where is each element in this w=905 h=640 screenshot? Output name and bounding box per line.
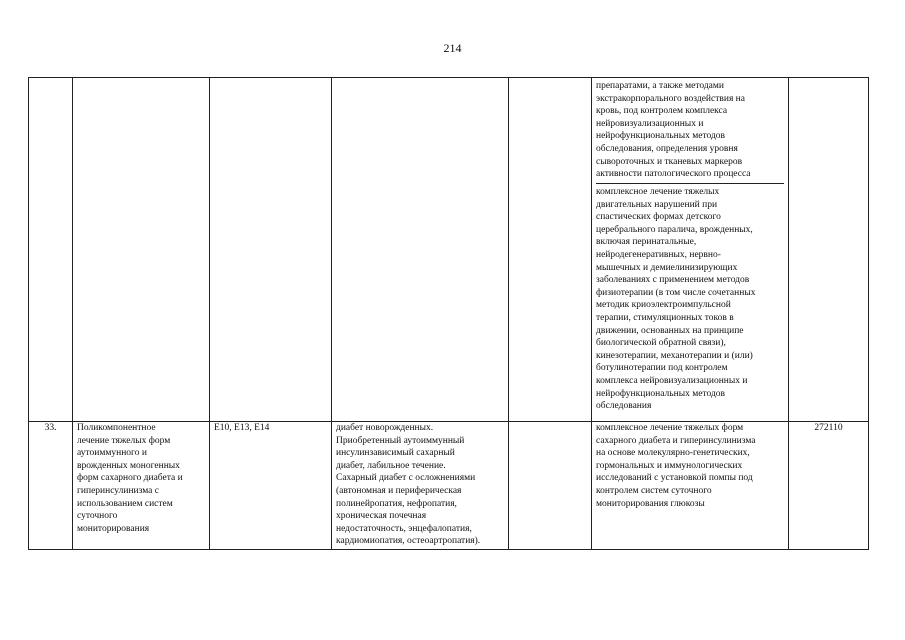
treatment-method-cell: комплексное лечение тяжелых форм сахарного диабета и гиперинсулинизма на основе молекулярно-генетических, гормональных и иммунологических исследований с установкой помпы под контролем систем суточного мониторирования глюкозы [592,422,789,550]
table-row [29,422,869,550]
treatment-method-cell [592,78,789,422]
care-name-cell: Поликомпонентное лечение тяжелых форм аутоиммунного и врожденных моногенных форм сахарного диабета и гиперинсулинизма с использованием систем суточного мониторирования [73,422,210,550]
page-number: 214 [443,41,462,55]
icd-codes-cell: E10, E13, E14 [210,422,332,550]
treatment-type-cell [509,422,592,550]
treatment-type-cell [509,78,592,422]
row-number-cell [29,78,73,422]
medical-care-table [28,77,869,550]
table-row [29,78,869,422]
treatment-method-block: препаратами, а также методами экстракорпорального воздействия на кровь, под контролем комплекса нейровизуализационных и нейрофункциональных методов обследования, определения уровня сывороточных и тканевых маркеров активности патологического процесса [596,78,784,184]
row-number-cell: 33. [29,422,73,550]
patient-model-cell: диабет новорожденных. Приобретенный аутоиммунный инсулинзависимый сахарный диабет, лабильное течение. Сахарный диабет с осложнениями (автономная и периферическая полинейропатия, нефропатия, хроническая почечная недостаточность, энцефалопатия, кардиомиопатия, остеоартропатия). [332,422,509,550]
care-name-cell [73,78,210,422]
icd-codes-cell [210,78,332,422]
treatment-method-block: комплексное лечение тяжелых двигательных нарушений при спастических формах детского церебрального паралича, врожденных, включая перинатальные, нейродегенеративных, нервно- мышечных и демиелинизирующих заболеваниях с применением методов физиотерапии (в том числе сочетанных методик криоэлектроимпульсной терапии, стимуляционных токов в движении, основанных на принципе биологической обратной связи), кинезотерапии, механотерапии и (или) ботулинотерапии под контролем комплекса нейровизуализационных и нейрофункциональных методов обследования [596,187,756,412]
cost-cell: 272110 [789,422,869,550]
patient-model-cell [332,78,509,422]
cost-cell [789,78,869,422]
